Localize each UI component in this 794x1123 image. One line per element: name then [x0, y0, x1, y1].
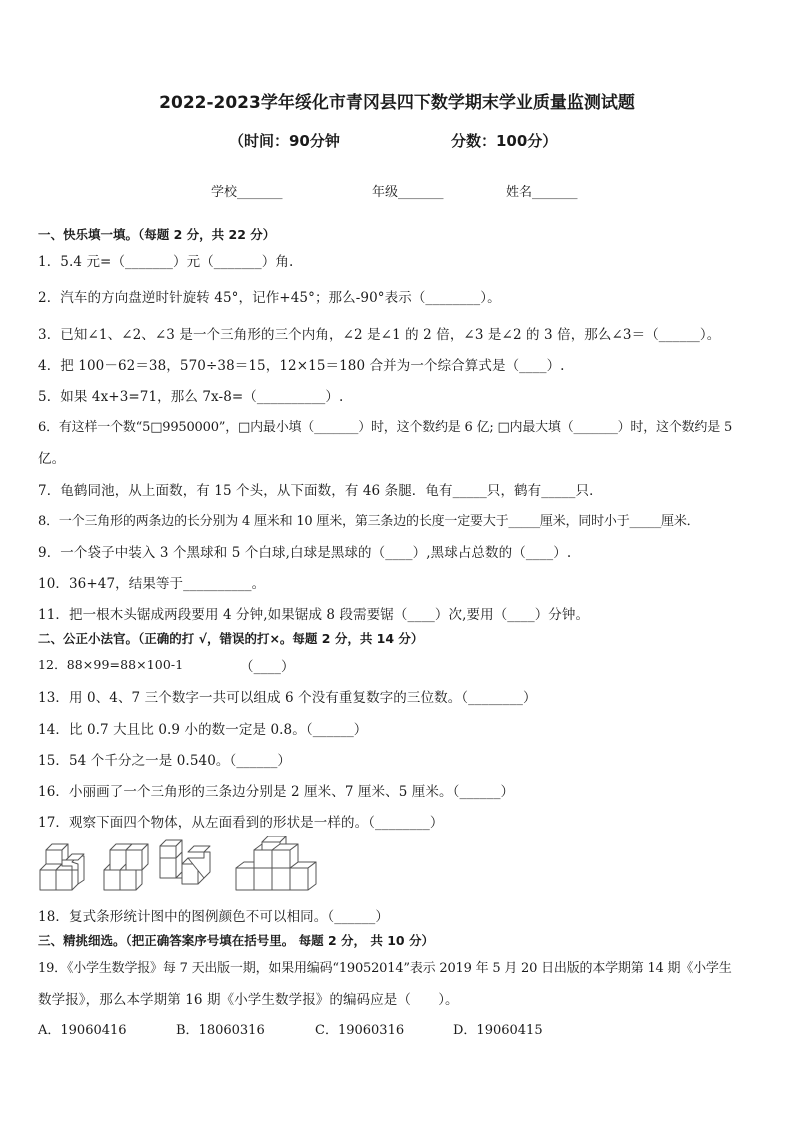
question-12: 12．88×99=88×100-1: [38, 657, 184, 672]
question-19-continued: 数学报》，那么本学期第 16 期《小学生数学报》的编码应是（ ）。: [38, 992, 459, 1008]
option-a: A．19060416: [38, 1023, 127, 1038]
section-3-heading: 三、精挑细选。（把正确答案序号填在括号里。 每题 2 分， 共 10 分）: [38, 933, 434, 948]
question-13: 13．用 0、4、7 三个数字一共可以组成 6 个没有重复数字的三位数。（________）: [38, 690, 537, 706]
option-d: D．19060415: [453, 1023, 543, 1038]
exam-score: 分数：100分）: [451, 132, 558, 150]
section-1-heading: 一、快乐填一填。（每题 2 分，共 22 分）: [38, 227, 276, 242]
question-1: 1．5.4 元=（_______）元（_______）角.: [38, 254, 294, 270]
name-field: 姓名_______: [506, 185, 578, 200]
exam-time: （时间：90分钟: [229, 132, 340, 150]
school-field: 学校_______: [211, 185, 283, 200]
question-17: 17．观察下面四个物体，从左面看到的形状是一样的。（________）: [38, 815, 444, 831]
question-12-blank: （____）: [240, 659, 295, 675]
question-6: 6．有这样一个数“5□9950000”，□内最小填（_______）时，这个数约是 6 亿; □内最大填（_______）时，这个数约是 5: [38, 420, 733, 435]
question-8: 8．一个三角形的两条边的长分别为 4 厘米和 10 厘米，第三条边的长度一定要大于_____厘米，同时小于_____厘米．: [38, 514, 700, 529]
question-3: 3．已知∠1、∠2、∠3 是一个三角形的三个内角，∠2 是∠1 的 2 倍，∠3 是∠2 的 3 倍，那么∠3＝（______）。: [38, 327, 721, 343]
page-title: 2022-2023学年绥化市青冈县四下数学期末学业质量监测试题: [159, 93, 635, 113]
question-5: 5．如果 4x+3=71，那么 7x-8=（__________）.: [38, 389, 344, 405]
question-15: 15．54 个千分之一是 0.540。（______）: [38, 753, 292, 769]
cube-object-1: [40, 844, 84, 890]
grade-field: 年级_______: [372, 185, 444, 200]
question-14: 14．比 0.7 大且比 0.9 小的数一定是 0.8。（______）: [38, 722, 368, 738]
question-7: 7．龟鹤同池，从上面数，有 15 个头，从下面数，有 46 条腿．龟有_____只，鹤有_____只．: [38, 483, 603, 499]
question-2: 2．汽车的方向盘逆时针旋转 45°，记作+45°；那么-90°表示（________）。: [38, 290, 501, 306]
question-18: 18．复式条形统计图中的图例颜色不可以相同。（______）: [38, 909, 389, 925]
cube-object-2: [104, 844, 148, 890]
question-16: 16．小丽画了一个三角形的三条边分别是 2 厘米、7 厘米、5 厘米。（______）: [38, 784, 515, 800]
section-2-heading: 二、公正小法官。（正确的打 √，错误的打×。每题 2 分，共 14 分）: [38, 631, 424, 646]
question-19: 19．《小学生数学报》每 7 天出版一期，如果用编码“19052014”表示 2019 年 5 月 20 日出版的本学期第 14 期《小学生: [38, 961, 732, 976]
option-b: B．18060316: [176, 1023, 265, 1038]
question-10: 10．36+47，结果等于__________。: [38, 576, 266, 592]
question-6-continued: 亿。: [38, 451, 66, 467]
option-c: C．19060316: [315, 1023, 405, 1038]
cube-objects-figure: [36, 836, 326, 894]
cube-object-3: [160, 840, 210, 884]
cube-object-4: [236, 836, 316, 890]
question-9: 9．一个袋子中装入 3 个黑球和 5 个白球,白球是黑球的（____）,黑球占总数的（____）.: [38, 545, 572, 561]
question-4: 4．把 100－62＝38，570÷38＝15，12×15＝180 合并为一个综合算式是（____）.: [38, 358, 565, 374]
question-11: 11．把一根木头锯成两段要用 4 分钟,如果锯成 8 段需要锯（____）次,要用（____）分钟。: [38, 607, 590, 623]
